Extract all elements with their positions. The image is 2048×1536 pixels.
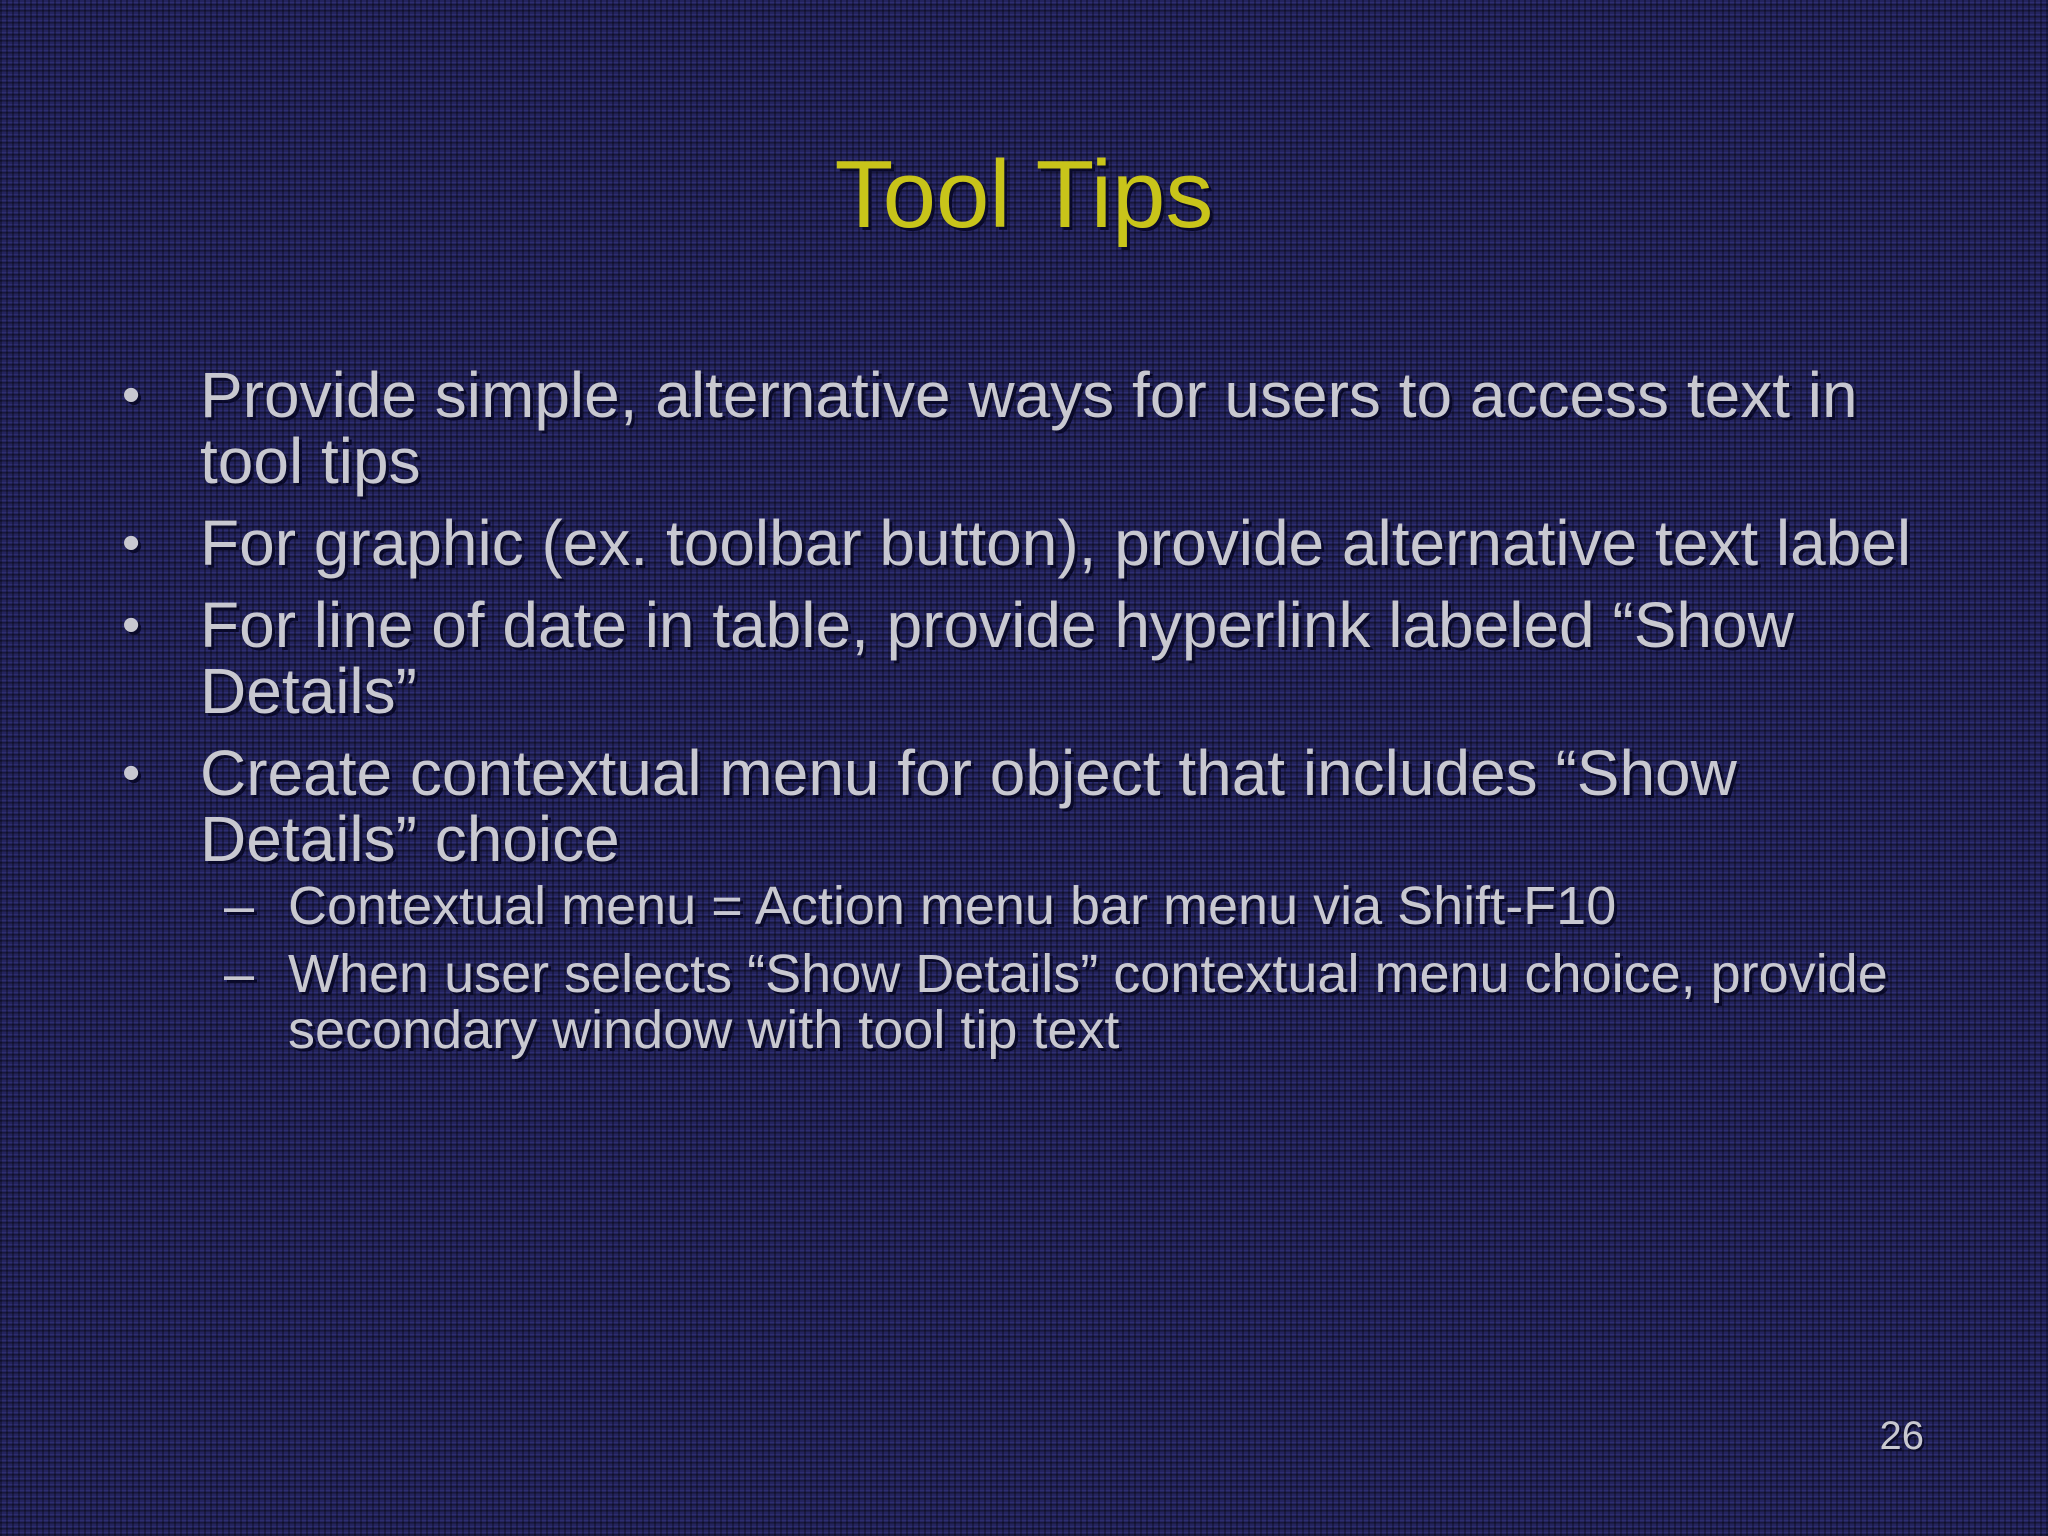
bullet-item <box>0 737 2048 1060</box>
bullet-text: For graphic (ex. toolbar button), provide alternative text label <box>200 507 1912 579</box>
bullet-dot-icon: • <box>122 596 141 654</box>
bullet-text: Provide simple, alternative ways for users to access text in tool tips <box>200 359 1858 497</box>
bullet-item <box>0 359 2048 497</box>
bullet-text: Create contextual menu for object that includes “Show Details” choice <box>200 737 1737 875</box>
bullet-text: For line of date in table, provide hyperlink labeled “Show Details” <box>200 589 1794 727</box>
dash-icon: – <box>224 944 255 1004</box>
bullet-dot-icon: • <box>122 514 141 572</box>
slide-title: Tool Tips <box>834 141 1214 248</box>
page-number: 26 <box>1879 1414 1924 1458</box>
bullet-dot-icon: • <box>122 744 141 802</box>
bullet-item <box>0 589 2048 727</box>
sub-bullet-item <box>200 878 1948 934</box>
bullet-dot-icon: • <box>122 366 141 424</box>
sub-bullet-text: When user selects “Show Details” contextual menu choice, provide secondary window with tool tip text <box>288 944 1888 1060</box>
dash-icon: – <box>224 876 255 936</box>
sub-bullet-item <box>200 946 1948 1058</box>
bullet-list <box>0 359 2048 1074</box>
sub-bullet-text: Contextual menu = Action menu bar menu via Shift-F10 <box>288 876 1617 936</box>
bullet-item <box>0 507 2048 579</box>
sub-bullet-list <box>200 878 1948 1058</box>
